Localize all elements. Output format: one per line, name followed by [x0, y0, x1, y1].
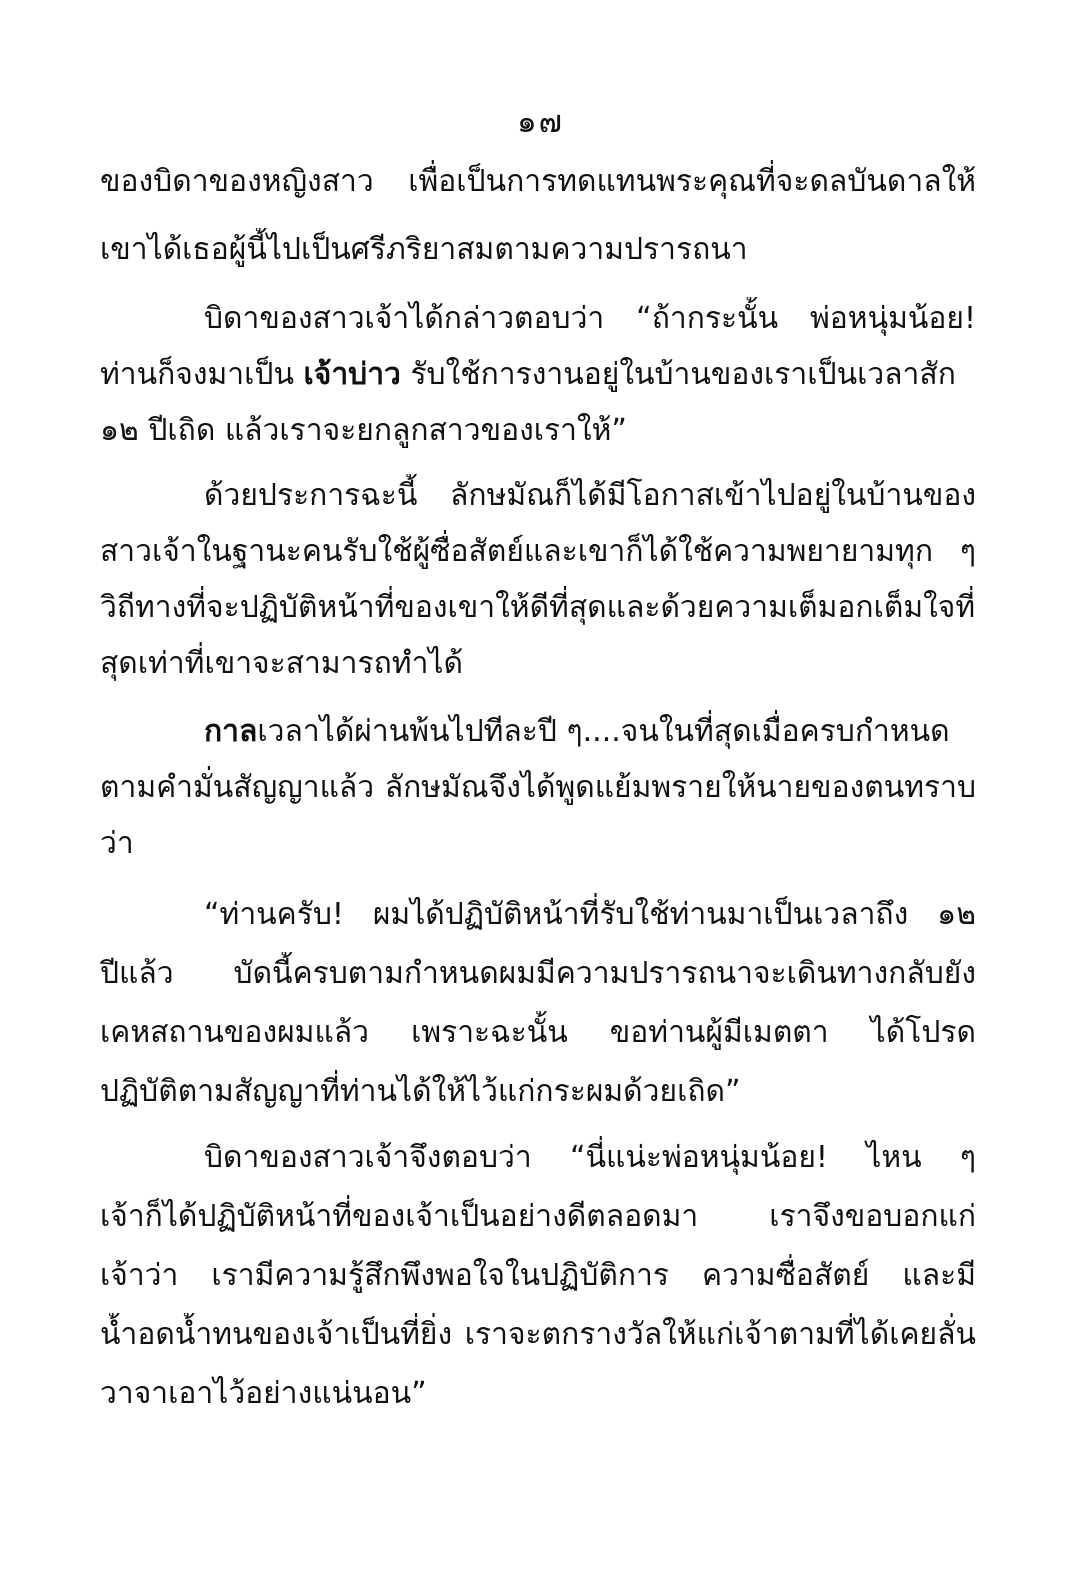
text-line-with-bold [100, 353, 976, 397]
text-line: เขาได้เธอผู้นี้ไปเป็นศรีภริยาสมตามความปรารถนา [100, 232, 748, 267]
text-line: “ท่านครับ! ผมได้ปฏิบัติหน้าที่รับใช้ท่านมาเป็นเวลาถึง ๑๒ [204, 897, 976, 932]
text-line: วิถีทางที่จะปฏิบัติหน้าที่ของเขาให้ดีที่สุดและด้วยความเต็มอกเต็มใจที่ [100, 590, 976, 625]
text-line: ว่า [100, 826, 134, 861]
text-line: ๑๒ ปีเถิด แล้วเราจะยกลูกสาวของเราให้” [100, 413, 627, 448]
text-run: เวลาได้ผ่านพ้นไปทีละปี ๆ....จนในที่สุดเมื่อครบกำหนด [257, 714, 950, 749]
text-line: น้ำอดน้ำทนของเจ้าเป็นที่ยิ่ง เราจะตกรางวัลให้แก่เจ้าตามที่ได้เคยลั่น [100, 1317, 976, 1352]
text-line: ด้วยประการฉะนี้ ลักษมัณก็ได้มีโอกาสเข้าไปอยู่ในบ้านของ [204, 478, 976, 513]
bold-term: เจ้าบ่าว [303, 357, 401, 392]
text-line: เจ้าว่า เรามีความรู้สึกพึงพอใจในปฏิบัติการ ความซื่อสัตย์ และมี [100, 1258, 976, 1293]
bold-term: กาล [204, 714, 258, 749]
text-line: เจ้าก็ได้ปฏิบัติหน้าที่ของเจ้าเป็นอย่างดีตลอดมา เราจึงขอบอกแก่ [100, 1199, 976, 1234]
page-number: ๑๗ [517, 104, 564, 140]
text-line: สุดเท่าที่เขาจะสามารถทำได้ [100, 646, 463, 681]
text-line: ของบิดาของหญิงสาว เพื่อเป็นการทดแทนพระคุณที่จะดลบันดาลให้ [100, 164, 976, 199]
text-line: บิดาของสาวเจ้าจึงตอบว่า “นี่แน่ะพ่อหนุ่มน้อย! ไหน ๆ [204, 1140, 976, 1175]
text-run: รับใช้การงานอยู่ในบ้านของเราเป็นเวลาสัก [400, 357, 956, 392]
text-line: สาวเจ้าในฐานะคนรับใช้ผู้ซื่อสัตย์และเขาก็ได้ใช้ความพยายามทุก ๆ [100, 534, 976, 569]
text-line: ปีแล้ว บัดนี้ครบตามกำหนดผมมีความปรารถนาจะเดินทางกลับยัง [100, 956, 976, 991]
text-line: บิดาของสาวเจ้าได้กล่าวตอบว่า “ถ้ากระนั้น พ่อหนุ่มน้อย! [204, 301, 976, 336]
text-line: ตามคำมั่นสัญญาแล้ว ลักษมัณจึงได้พูดแย้มพรายให้นายของตนทราบ [100, 770, 976, 805]
text-line-with-bold [100, 710, 976, 754]
text-run: ท่านก็จงมาเป็น [100, 357, 304, 392]
text-line: เคหสถานของผมแล้ว เพราะฉะนั้น ขอท่านผู้มีเมตตา ได้โปรด [100, 1015, 976, 1050]
text-line: วาจาเอาไว้อย่างแน่นอน” [100, 1376, 427, 1411]
text-line: ปฏิบัติตามสัญญาที่ท่านได้ให้ไว้แก่กระผมด้วยเถิด” [100, 1074, 741, 1109]
